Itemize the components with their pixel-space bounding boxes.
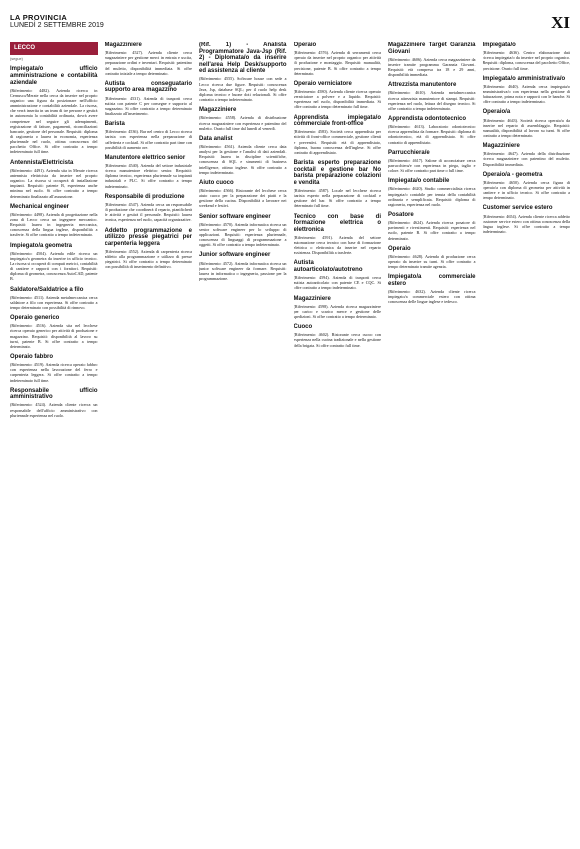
job-ad <box>105 81 193 116</box>
job-reference: (Riferimento: 4640). Azienda <box>482 83 536 89</box>
job-body: sita nel lecchese ricerca operaio generico per attività di produzione e magazzino. Requisiti: disponibilità al lavoro su turni, patente B. Si offre contratto a tempo determinato. <box>10 323 98 349</box>
job-title: Addetto programmazione e utilizzo presse piegatrici per carpenteria leggera <box>104 227 192 247</box>
job-description <box>10 212 98 238</box>
job-reference: (Riferimento: 4610). Azienda <box>388 90 445 96</box>
job-reference: (Riferimento: 4558). Azienda <box>199 115 254 121</box>
job-reference: (Riferimento: 4498). Azienda <box>10 211 60 217</box>
job-description <box>105 202 193 223</box>
job-ad <box>483 109 571 138</box>
job-reference: (Riferimento: 4650). Azienda <box>482 179 537 185</box>
job-body: odontotecnico ricerca apprendista da formare. Requisiti: diploma di odontotecnico, età di apprendistato. Si offre contratto di apprendistato. <box>388 124 476 145</box>
job-body: ricerca operaio fabbro con esperienza nella lavorazione del ferro e carpenteria leggera. Si offre contratto a tempo indeterminato full time. <box>10 362 98 383</box>
job-reference: (Riferimento: 4552). Azienda <box>104 248 155 254</box>
job-reference: (Riferimento: 4524). Azienda <box>10 402 63 408</box>
job-description <box>10 251 98 282</box>
job-body: cerca figura di operaio/a con diploma di geometra per attività in cantiere e in ufficio tecnico. Si offre contratto a tempo determinato. <box>482 179 570 201</box>
job-title: Posatore <box>388 212 414 219</box>
job-ad <box>10 287 98 311</box>
job-description <box>105 50 193 76</box>
job-reference: (Riferimento: 4628). Azienda <box>388 253 439 259</box>
job-reference: (Riferimento: 4583). Società <box>293 129 343 135</box>
job-title: Manutentore elettrico senior <box>104 154 186 161</box>
job-ad <box>294 81 382 110</box>
job-description <box>294 129 382 155</box>
job-body: di acconciature cerca parrucchiera/e con esperienza in piega, taglio e colore. Si offre contratto part time o full time. <box>388 157 476 174</box>
job-ad <box>199 107 287 131</box>
job-ad <box>105 228 193 270</box>
job-description <box>388 289 476 304</box>
job-description <box>294 50 382 76</box>
job-body: cliente cerca data analyst per la gestione e l'analisi di dati aziendali. Requisiti: laurea in discipline scientifiche, conoscenza di SQL e strumenti di business intelligence, ottimo inglese. Si offre contratto a tempo indeterminato. <box>199 143 287 175</box>
job-title: Operaio fabbro <box>10 354 54 360</box>
job-description <box>388 90 476 111</box>
job-body: di trasporti cerca autista con patente C per consegne e supporto al magazzino. Si offre contratto a tempo determinato finalizzato all'inserimento. <box>104 95 192 117</box>
job-title: Cuoco <box>293 324 313 331</box>
job-reference: (Riferimento: 4519). Azienda <box>10 362 60 368</box>
job-reference: (Riferimento: 4624). Azienda <box>388 220 440 226</box>
job-ad <box>388 82 476 111</box>
job-reference: (Riferimento: 4576). Azienda <box>293 50 345 56</box>
publication-info <box>10 14 104 30</box>
job-body: di trasporti cerca autista autoarticolato con patente CE e CQC. Si offre contratto a tempo indeterminato. <box>293 275 381 291</box>
job-description <box>10 295 98 310</box>
job-reference: (Riferimento: 4632). Azienda <box>388 289 444 294</box>
job-title: Data analist <box>199 135 233 142</box>
job-ad <box>10 66 98 154</box>
job-title: Operaio <box>293 42 317 48</box>
job-body: di carpenteria ricerca addetto alla programmazione e utilizzo di presse piegatrici. Si offre contratto a tempo determinato con possibilità di inserimento definitivo. <box>104 248 192 270</box>
job-body: di serramenti cerca operaio da inserire nel proprio organico per attività di produzione e montaggio. Requisiti: manualità, precisione, patente B. Si offre contratto a tempo determinato. <box>293 50 381 76</box>
job-title: Attrezzista manutentore <box>388 82 457 89</box>
job-reference: (Riferimento: 4620). Studio <box>388 186 436 192</box>
job-title: Operaio/a - geometra <box>482 171 543 178</box>
column-1 <box>10 42 98 847</box>
job-ad <box>294 115 382 155</box>
column-5 <box>388 42 476 847</box>
job-body: in Cernusco/Merate nella cerca da inserire nel proprio organico una figura da posizionare nell'ufficio amministrazione e contabilità aziendale. La risorsa, che verrà inserita in un team di tre persone e gestirà in autonomia la contabilità ordinaria, dovrà avere competenze nel seguire gli adempimenti, registrazione di fatture, pagamenti, riconciliazioni bancarie, gestione del personale. Requisiti: diploma di ragioneria o laurea in economia, esperienza pluriennale nel ruolo, ottima conoscenza del pacchetto Office. Si offre contratto a tempo indeterminato full time. <box>10 87 98 155</box>
job-reference: (Riferimento: 4643). Società <box>482 117 533 123</box>
job-body: di produzione cerca operaio da inserire su turni. Si offre contratto a tempo determinato tramite agenzia. <box>388 253 476 270</box>
job-body: metalmeccanica ricerca attrezzista manutentore di stampi. Requisiti: esperienza nel ruolo, lettura del disegno tecnico. Si offre contratto a tempo indeterminato. <box>388 90 476 111</box>
job-body: nel lecchese ricerca barista esperto nella preparazione di cocktail e gestione del bar. Si offre contratto a tempo determinato full time. <box>293 187 381 209</box>
job-body: di distribuzione ricerca magazziniere con esperienza e patentino del muletto. Orario full time dal lunedì al venerdì. <box>199 115 287 131</box>
job-ad <box>10 204 98 238</box>
job-reference: (Riferimento: 4511). Azienda <box>10 294 60 300</box>
job-reference: (Riferimento: 4591). Azienda <box>293 234 353 240</box>
job-title: Magazziniere <box>482 143 520 150</box>
job-description <box>483 118 571 139</box>
job-ad <box>388 246 476 270</box>
job-ad <box>294 160 382 209</box>
job-ad <box>483 42 571 71</box>
column-4 <box>294 42 382 847</box>
job-description <box>199 261 287 282</box>
job-ad <box>388 150 476 174</box>
page-number: XI <box>551 13 570 32</box>
job-reference: (Riferimento: 4587). Locale <box>293 187 344 193</box>
job-ad <box>388 212 476 241</box>
job-title: Senior software engineer <box>199 213 271 220</box>
job-description <box>105 163 193 189</box>
job-title: Impiegata/o amministrativa/o <box>482 75 566 82</box>
job-title: Parrucchiera/e <box>388 149 430 156</box>
job-reference: (Riferimento: 4527). Azienda <box>104 50 162 56</box>
job-body: del lecchese cerca aiuto cuoco per la preparazione dei piatti e la gestione della cucina. Disponibilità a lavorare nei weekend e festivi. <box>199 187 287 209</box>
job-title: Antennista/Elettricista <box>10 159 74 166</box>
job-reference: (Riferimento: 4636). Centro <box>482 50 535 56</box>
job-description <box>294 235 382 256</box>
job-reference: (Riferimento: 4617). Salone <box>388 157 437 163</box>
job-body: cliente ricerca impiegato/a commerciale estero con ottima conoscenza delle lingue inglese e tedesco. <box>388 289 476 305</box>
job-ad <box>199 214 287 248</box>
column-2 <box>105 42 193 847</box>
job-ad <box>105 121 193 150</box>
job-reference: (Riferimento: 4540). Azienda <box>104 163 155 168</box>
job-title: Operaio verniciatore <box>293 80 352 87</box>
job-ad <box>483 172 571 201</box>
job-ad <box>388 42 476 77</box>
job-description <box>388 186 476 207</box>
job-reference: (Riferimento: 4516). Azienda <box>10 323 64 329</box>
job-ad <box>10 243 98 282</box>
job-reference: (Riferimento: 4647). Azienda <box>482 151 535 157</box>
job-reference: (Riferimento: 4602). Ristorante <box>293 332 349 338</box>
column-6 <box>483 42 571 847</box>
job-ad <box>483 205 571 234</box>
job-title: Barista esperto preparazione cocktail e gestione bar No barista preparazione colazioni e vendita <box>293 160 381 186</box>
job-ad <box>388 178 476 207</box>
job-reference: (Riferimento: 4504). Azienda <box>10 250 64 256</box>
job-body: informatica ricerca un junior software engineer da formare. Requisiti: laurea in informatica o ingegneria, passione per la programmazione. <box>199 260 287 281</box>
job-title: Apprendista odontotecnico <box>388 116 466 123</box>
job-reference: (Riferimento: 4555). Software house <box>199 76 265 82</box>
job-reference: (Riferimento: 4547). Azienda <box>104 201 155 207</box>
job-body: edile ricerca un impiegato/a geometra da inserire in ufficio tecnico. La risorsa si occuperà di computi metrici, contabilità di cantiere e rapporti con i fornitori. Requisiti: diploma di geometra, conoscenza AutoCAD, patente B. <box>10 250 98 282</box>
job-body: cliente ricerca operaio verniciatore a polvere e a liquido. Requisiti: esperienza nel ruolo, disponibilità immediata. Si offre contratto a tempo determinato full time. <box>293 88 381 110</box>
job-listings <box>10 42 570 847</box>
job-title: Tecnico con base di formazione elettrica o elettronica <box>293 213 381 233</box>
job-description <box>105 249 193 270</box>
job-description <box>10 323 98 349</box>
job-title: Impiegata/o ufficio amministrazione e contabilità aziendale <box>10 66 98 86</box>
job-body: ricerca posatore di pavimenti e rivestimenti. Requisiti: esperienza nel ruolo, patente B. Si offre contratto a tempo determinato. <box>388 220 476 241</box>
job-description <box>105 129 193 150</box>
job-title: Apprendista impiegata/o commerciale front-office <box>293 114 381 128</box>
job-description <box>483 151 571 166</box>
publication-date: LUNEDÌ 2 SETTEMBRE 2019 <box>10 22 104 29</box>
job-reference: (Riferimento: 4594). Azienda <box>293 275 347 281</box>
job-body: con sede a Lecco ricerca due figure. Requisiti: conoscenza Java, Jsp, database SQL; per il ruolo help desk diploma tecnico e buone doti relazionali. Si offre contratto a tempo indeterminato. <box>199 76 287 103</box>
job-description <box>10 362 98 383</box>
job-title: Customer service estero <box>482 205 553 212</box>
job-body: informatica ricerca un senior software engineer per lo sviluppo di applicazioni. Requisiti: esperienza pluriennale, conoscenza di linguaggi di programmazione a oggetti. Si offre contratto a tempo indeterminato. <box>199 221 287 248</box>
job-description <box>199 222 287 248</box>
job-ad <box>388 116 476 145</box>
job-description <box>483 50 571 71</box>
job-body: commercialista ricerca impiegata/o contabile per tenuta della contabilità ordinaria e semplificata. Requisiti: diploma di ragioneria, esperienza nel ruolo. <box>388 186 476 207</box>
job-body: cerca cuoco con esperienza nella cucina tradizionale e nella gestione della brigata. Si offre contratto full time. <box>293 332 381 348</box>
job-reference: (Riferimento: 4531). Azienda <box>104 95 158 101</box>
job-description <box>294 188 382 209</box>
job-ad <box>199 180 287 209</box>
job-body: ricerca magazziniere per carico e scarico merce e gestione delle spedizioni. Si offre contratto a tempo determinato. <box>293 303 381 320</box>
job-body: ricerca operaio/a da inserire nel reparto di assemblaggio. Requisiti: manualità, disponibilità al lavoro su turni. Si offre contratto a tempo determinato. <box>482 117 570 138</box>
job-ad <box>10 160 98 199</box>
job-ad <box>199 252 287 281</box>
job-description <box>199 188 287 209</box>
job-reference: (Riferimento: 4606). Azienda <box>388 56 438 62</box>
job-reference: (Riferimento: 4561). Azienda <box>199 143 252 149</box>
job-ad <box>105 194 193 223</box>
job-ad <box>294 324 382 348</box>
job-reference: (Riferimento: 4572). Azienda <box>199 260 249 266</box>
job-body: cliente ricerca un responsabile dell'ufficio amministrativo con pluriennale esperienza nel ruolo. <box>10 402 98 418</box>
job-title: Mechanical engineer <box>10 203 70 210</box>
job-ad <box>388 274 476 304</box>
job-reference: (Riferimento: 4654). Azienda <box>482 213 532 219</box>
job-body: nel centro di Lecco ricerca barista con esperienza nella preparazione di caffetteria e cocktail. Si offre contratto part time con possibilità di aumento ore. <box>104 129 192 150</box>
job-title: Junior software engineer <box>199 252 271 259</box>
job-title: Operaio <box>388 245 411 252</box>
job-description <box>10 168 98 199</box>
section-subtitle: (segue) <box>10 57 23 62</box>
job-description <box>388 220 476 241</box>
section-title: LECCO <box>10 42 98 55</box>
job-reference: (Riferimento: 4598). Azienda <box>293 303 344 309</box>
job-description <box>10 402 98 417</box>
job-ad <box>483 76 571 105</box>
job-body: sita in Merate ricerca antennista elettricista da inserire nel proprio organico. La risorsa si occuperà di installazione impianti. Requisiti: patente B, esperienza anche minima nel ruolo. Si offre contratto a tempo determinato finalizzato all'assunzione. <box>10 167 98 199</box>
job-body: cerca magazziniere da inserire tramite programma Garanzia Giovani. Requisiti: età compresa tra 18 e 29 anni, disponibilità immediata. <box>388 56 476 78</box>
job-ad <box>105 42 193 76</box>
job-title: Impiegata/o <box>482 42 516 48</box>
job-ad <box>10 388 98 418</box>
job-description <box>199 76 287 102</box>
job-title: Autista autoarticolato/autotreno <box>293 260 363 274</box>
job-title: Aiuto cuoco <box>199 179 234 186</box>
job-body: cerca apprendista per attività di front-office commerciale, gestione clienti e preventivi. Requisiti: età di apprendistato, diploma, buona conoscenza dell'inglese. Si offre contratto di apprendistato. <box>293 129 381 155</box>
job-description <box>105 96 193 117</box>
job-body: elaborazione dati ricerca impiegata/o da inserire nel proprio organico. Requisiti: diploma, conoscenza del pacchetto Office, precisione. Orario full time. <box>482 50 570 71</box>
job-title: (Rif. 1) - Analista Programmatore Java-Jsp (Rif. 2) - Diplomata/o da inserire nell'area Help Desk/supporto ed assistenza al cliente <box>199 42 287 75</box>
job-title: Magazziniere <box>293 295 331 302</box>
job-ad <box>10 315 98 349</box>
job-title: Operaio/a <box>482 109 511 116</box>
job-description <box>483 214 571 235</box>
job-reference: (Riferimento: 4613). Laboratorio <box>388 124 449 130</box>
job-description <box>294 89 382 110</box>
job-reference: (Riferimento: 4491). Azienda <box>10 167 60 173</box>
job-title: Saldatore/Saldatrice a filo <box>10 286 84 293</box>
job-body: della distribuzione ricerca magazziniere con patentino del muletto. Disponibilità immediata. <box>482 151 570 167</box>
job-title: Impiegata/o contabile <box>388 178 450 185</box>
job-description <box>199 115 287 130</box>
job-description <box>388 57 476 78</box>
job-reference: (Riferimento: 4580). Azienda <box>293 88 343 94</box>
job-title: Responsabile ufficio amministrativo <box>10 387 98 401</box>
job-body: metalmeccanica cerca saldatore a filo con esperienza. Si offre contratto a tempo determinato con possibilità di rinnovo. <box>10 294 98 310</box>
publication-name: LA PROVINCIA <box>10 13 68 22</box>
job-description <box>294 332 382 347</box>
job-description <box>388 254 476 269</box>
job-description <box>294 304 382 319</box>
job-description <box>199 144 287 175</box>
job-description <box>483 180 571 201</box>
job-reference: (Riferimento: 4536). Bar <box>104 129 147 135</box>
job-reference: (Riferimento: 4566). Ristorante <box>199 187 254 193</box>
column-3 <box>199 42 287 847</box>
job-ad <box>10 354 98 383</box>
job-description <box>388 124 476 145</box>
job-description <box>294 275 382 290</box>
job-body: cliente ricerca addetto customer service estero con ottima conoscenza della lingua inglese. Si offre contratto a tempo indeterminato. <box>482 213 570 234</box>
job-title: Impiegato/a commerciale estero <box>388 274 476 287</box>
job-ad <box>199 136 287 175</box>
job-body: cliente cerca magazziniere per gestione merci in entrata e uscita, preparazione ordini e inventari. Requisiti: patentino del muletto, disponibilità immediata. Si offre contratto iniziale a tempo determinato. <box>104 50 192 76</box>
job-body: cerca impiegata/o amministrativa/o con esperienza nella gestione di fatturazione, prima nota e rapporti con le banche. Si offre contratto a tempo indeterminato. <box>482 83 570 105</box>
job-ad <box>199 42 287 102</box>
job-reference: (Riferimento: 4482). Azienda ricerca <box>10 87 88 93</box>
job-ad <box>294 42 382 76</box>
job-ad <box>483 143 571 167</box>
job-title: Magazziniere <box>104 42 142 48</box>
job-body: di progettazione nella zona di Lecco cerca un ingegnere meccanico. Requisiti: laurea in ingegneria meccanica, conoscenza della lingua inglese, disponibilità a trasferte. Si offre contratto a tempo indeterminato. <box>10 211 98 238</box>
job-body: del settore automazione cerca tecnico con base di formazione elettrica o elettronica da inserire nel reparto assistenza. Disponibilità a trasferte. <box>293 234 381 256</box>
job-body: del settore industriale ricerca manutentore elettrico senior. Requisiti: diploma tecnico, esperienza pluriennale su impianti industriali e PLC. Si offre contratto a tempo indeterminato. <box>104 163 192 189</box>
job-reference: (Riferimento: 4570). Azienda <box>199 221 249 227</box>
job-title: Autista conseguatario supporto area magazzino <box>104 80 192 94</box>
job-title: Barista <box>104 121 125 128</box>
job-title: Impiegato/a geometra <box>10 242 73 249</box>
job-title: Magazziniere Target Garanzia Giovani <box>388 42 476 55</box>
job-ad <box>294 214 382 256</box>
job-title: Operaio generico <box>10 315 60 322</box>
job-ad <box>294 296 382 320</box>
job-description <box>10 88 98 155</box>
job-ad <box>294 260 382 290</box>
job-body: cerca un responsabile di produzione che coordinerà il reparto, pianificherà le attività e gestirà il personale. Requisiti: laurea tecnica, esperienza nel ruolo, capacità organizzative. <box>104 201 192 223</box>
job-title: Responsabile di produzione <box>104 193 185 200</box>
job-ad <box>105 155 193 189</box>
job-title: Magazziniere <box>199 107 237 114</box>
job-description <box>483 84 571 105</box>
job-description <box>388 158 476 173</box>
masthead <box>10 14 570 38</box>
